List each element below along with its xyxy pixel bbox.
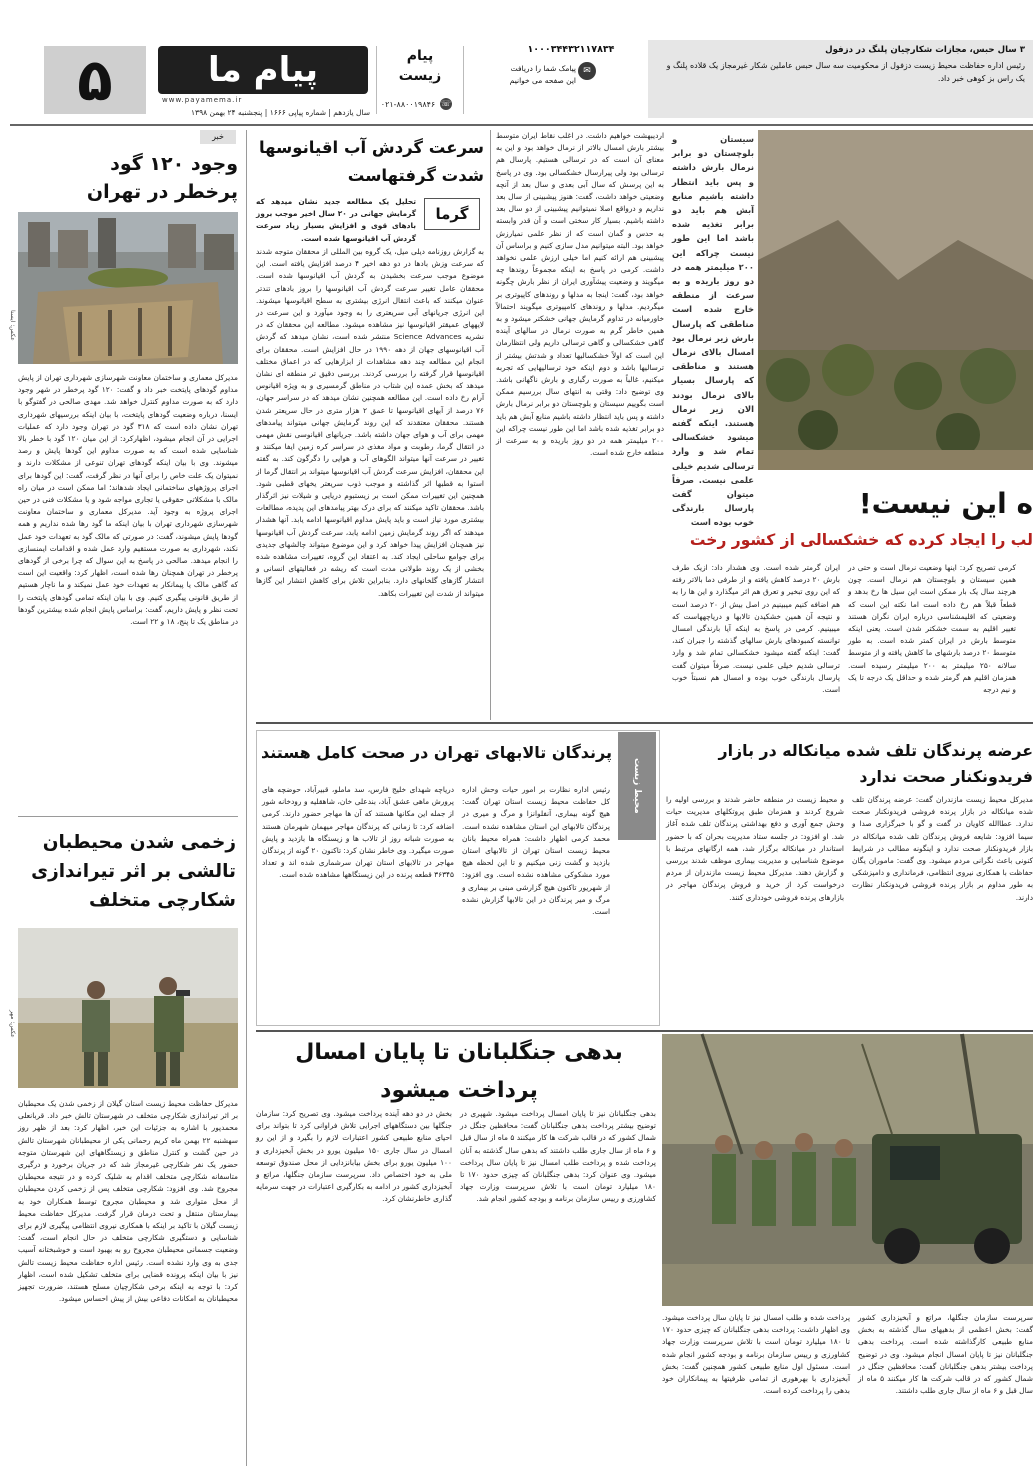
top-news-body: رئیس اداره حفاظت محیط زیست دزفول از محکومیت سه سال حبس عاملین شکار غیرمجاز یک قلاده پلنگ و یک راس بز کوهی خبر داد. xyxy=(666,61,1025,83)
dry-mountain-image xyxy=(758,130,1033,470)
drought-headline: ه این نیست! xyxy=(858,487,1033,520)
left-divider xyxy=(18,816,238,817)
phone-number: ۰۲۱-۸۸۰۰۱۹۸۴۶ xyxy=(380,100,436,109)
forest-photo xyxy=(662,1034,1033,1306)
wetlands-col1: رئیس اداره نظارت بر امور حیات وحش اداره کل حفاظت محیط زیست استان تهران گفت: هیچ گونه بیماری، آنفلوانزا و مرگ و میری در پرندگان تالابهای این استان مشاهده نشده است. محمد کرمی اظهار داشت: همراه محیط بانان محیط زیست استان تهران از تالابهای استان بازدید و گشت زنی میکنیم و تا این لحظه هیچ مورد مشکوکی مشاهده نشده است. وی افزود: از شهریور تاکنون هیچ گزارشی مبنی بر بیماری و مرگ و میر پرندگان در این تالابها گزارش نشده است. xyxy=(462,785,610,917)
article2-photo-credit: عکس: مهر xyxy=(9,1010,16,1038)
currents-body: به گزارش روزنامه دیلی میل، یک گروه بین المللی از محققان متوجه شدند که سرعت وزش بادها در دو دهه اخیر ۴ درصد افزایش یافته است. این موضوع موجب سرعت بخشیدن به گردش آب اقیانوسها شده است. محققان عامل تغییر سرعت گردش آب اقیانوسها را بروز بادهای تندتر عنوان میکنند که باعث انتقال انرژی بیشتری به سطح اقیانوسها میشوند. این انرژی جریانهای آبی سریعتری را به وجود میآورد و این سرعت در لایههای عمیقتر اقیانوسها نیز مشاهده میشود. مطالعه این محققان که در نشریه Science Advances منتشر شده است، نشان میدهد که گردش آب اقیانوسهای جهان از دهه ۱۹۹۰ در حال افزایش است. محققان برای انجام این مطالعه چند دهه مشاهدات از ابزارهایی که در اعماق مختلف اقیانوسها قرار گرفته را بررسی کردند. بررسی دقیق تر منطقه ای نشان میدهد که بخش عمده این شتاب در مناطق گرمسیری و به ویژه اقیانوس آرام رخ داده است. این مطالعه همچنین نشان میدهد که در سراسر جهان، ۷۶ درصد از آبهای اقیانوسها تا عمق ۲ هزار متری در حال سریعتر شدن هستند. محققان معتقدند که این روند گرمایش جهانی میتواند پیامدهای مهمی برای آب و هوای جهان داشته باشد. جریانهای اقیانوسی نقش مهمی در انتقال گرما، رطوبت و مواد مغذی در سراسر کره زمین ایفا میکنند و تغییر در سرعت آنها میتواند الگوهای آب و هوایی را دگرگون کند. به گفته این محققان، افزایش سرعت گردش آب اقیانوسها میتواند بر انتقال گرما از استوا به قطبها اثر گذاشته و موجب ذوب سریعتر یخهای قطبی شود. همچنین این تغییرات ممکن است بر زیستبوم دریایی و شیلات نیز اثرگذار باشد. محققان تاکید میکنند که برای درک بهتر پیامدهای این پدیده، مطالعات بیشتری مورد نیاز است و باید پایش مداوم اقیانوسها ادامه یابد. آنها هشدار میدهند که اگر روند گرمایش زمین ادامه یابد، سرعت گردش آب اقیانوسها نیز همچنان افزایش پیدا خواهد کرد و این موضوع میتواند چالشهای جدیدی برای جوامع ساحلی ایجاد کند. به اعتقاد این گروه، تغییرات مشاهده شده بخشی از یک روند طولانی مدت است که ریشه در فعالیتهای انسانی و انتشار گازهای گلخانهای دارد. بنابراین تلاش برای کاهش انتشار این گازها میتواند از شدت این تغییرات بکاهد. xyxy=(256,247,485,598)
wetlands-section-tag-label: محیط زیست xyxy=(632,758,642,814)
wetlands-title: پرندگان تالابهای تهران در صحت کامل هستند xyxy=(261,743,612,762)
drought-col1: اردیبهشت خواهیم داشت. در اغلب نقاط ایران متوسط بیشتر بارش امسال بالاتر از نرمال خواهد بود و این به معنای آن است که در ترسالی هستیم. پارسال هم ترسالی بود ولی پیرارسال خشکسالی بود. وی در پاسخ به این پرسش که سال آبی بعدی و سال بعد از آنچه وضعیتی خواهد داشت، گفت: هنوز پیشبینی از سال بعد نداریم و درواقع اصلا نمیتوانیم پیشبینی از دو سال بعد داشته باشیم. بسیار کار سختی است و آن قدر وابسته به حدس و گمان است که از نظر علمی نمیارزش خواهد بود. البته میتوانیم مدل سازی کنیم و براساس آن پیشبینی هم ارائه کنیم اما خیلی ارزش علمی نخواهد داشت. کرمی در پاسخ به اینکه مجموعاً روندها چه میگویند و وضعیت پیشآوری ایران از نظر بارش چگونه خواهد بود، گفت: اینجا به مدلها و روندهای کاپیوتری بر میگردیم. مدلها و روندهای کامپیوتری میگویند احتمالاً خاورمیانه در تداوم گرمایش جهانی خشکتر میشود و به همین خاطر گرم به صورت نرمال در سالهای آینده گاهی خشکسالی و گاهی ترسالی داریم ولی انتظارمان این است که اولاً خشکسالیها تعداد و شدتش بیشتر از ترسالیها باشد و دوم اینکه خود ترسالیهایی که تجربه میکنیم، غالباً به صورت رگباری و بارش ناگهانی باشد. وی توضیح داد: وقتی به انتهای سال بررسیم ممکن است بگوییم سیستان و بلوچستان دو برابر نرمال بارش داشته و پس باید انتظار داشته باشیم منابع آبش هم باید دو برابر تغذیه شده باشد اما این طور نیست چراکه این ۲۰۰ میلیمتر همه در دو روز باریده و به سرعت از منطقه خارج شده است. xyxy=(496,131,664,458)
wetlands-col2: دریاچه شهدای خلیج فارس، سد ماملو، قبیرآباد، حوضچه های پرورش ماهی عشق آباد، بندعلی خان، شاهقلیه و رودخانه شور از جمله این مکانها هستند که آن ها مهاجر حضور دارند. کرمی اضافه کرد: تا زمانی که پرندگان مهاجر میهمان شهرمان هستند به صورت شبانه روز از تالاب ها و زیستگاه ها بازدید و پایش صورت میگیرد. وی خاطر نشان کرد: تاکنون ۲۰ گونه از پرندگان مهاجر در تالابهای استان تهران سرشماری شده اند و تعداد ۳۶۳۴۵ قطعه پرنده در این زیستگاهها مشاهده شده است. xyxy=(262,785,454,880)
construction-pit-image xyxy=(18,212,238,364)
page-number-box xyxy=(44,46,146,114)
article1-title: وجود ۱۲۰ گود پرخطر در تهران xyxy=(86,153,238,203)
sms-icon: ✉ xyxy=(578,62,596,80)
website: www.payamema.ir xyxy=(162,96,243,104)
forest-col4: سرپرست سازمان جنگلها، مراتع و آبخیزداری کشور گفت: بخش اعظمی از بدهیهای سال گذشته به بخش منابع طبیعی کارگذاشته شده است. پرداخت بدهی جنگلبانان نیز تا پایان امسال انجام میشود. وی در توضیح پرداخت بیشتر بدهی جنگلبانان گفت: محافظین جنگل در شمال کشور که در قالب شرکت ها کار میکنند ۵ ماه از سال قبل و ۶ ماه از سال جاری طلب داشتند. xyxy=(858,1313,1033,1396)
top-news-box xyxy=(648,40,1033,118)
logo-text: پیام ما xyxy=(208,50,318,90)
section-title-line1: پیام xyxy=(406,48,434,64)
forest-col1: بدهی جنگلبانان نیز تا پایان امسال پرداخت میشود. شهپری در توضیح بیشتر پرداخت بدهی جنگلبانان گفت: محافظین جنگل در شمال کشور که در قالب شرکت ها کار میکنند ۵ ماه از سال قبل و ۶ ماه از سال جاری طلب داشتند که بدهی سال گذشته به آنان پرداخت شده و پرداخت طلب امسال نیز تا پایان سال پرداخت میشود. وی عنوان کرد: بدهی جنگلبانان که چیزی حدود ۱۷۰ تا ۱۸۰ میلیارد تومان است با تلاش سرپرست وزارت جهاد کشاورزی و رییس سازمان برنامه و بودجه کشور انجام شد. xyxy=(460,1109,657,1204)
article2-body: مدیرکل حفاظت محیط زیست استان گیلان از زخمی شدن یک محیطبان بر اثر تیراندازی شکارچی متخلف در شهرستان تالش خبر داد. قربانعلی محمدپور با اشاره به جزئیات این خبر، اظهار کرد: بعد از ظهر روز سهشنبه ۲۲ بهمن ماه کریم رحمانی یکی از محیطبانان شهرستان تالش در حین گشت و کنترل مناطق و زیستگاههای این شهرستان متوجه حضور یک نفر شکارچی غیرمجاز شد که در جریان برخورد و درگیری متاسفانه شکارچی متخلف اقدام به شلیک کرده و در نتیجه محیطبان مجروح شد. وی افزود: شکارچی متخلف پس از زخمی کردن محیطبان از محل متواری شد و محیطبان مجروح توسط همکاران خود به بیمارستان منتقل و تحت درمان قرار گرفت. مدیرکل حفاظت محیط زیست گیلان با تاکید بر اینکه با همکاری نیروی انتظامی پیگیری لازم برای شناسایی و دستگیری شکارچی متخلف در حال انجام است، گفت: وضعیت جسمانی محیطبان مجروح رو به بهبود است و خوشبختانه آسیب جدی به وی وارد نشده است. رئیس اداره حفاظت محیط زیست تالش نیز با بیان اینکه پرونده قضایی برای متخلف تشکیل شده است، اظهار کرد: با توجه به اینکه برخی شکارچیان مسلح هستند، ضرورت تجهیز محیطبانان به امکانات دفاعی بیش از پیش احساس میشود. xyxy=(18,1099,238,1304)
page-number: ۵ xyxy=(77,46,113,114)
currents-badge: گرما xyxy=(424,198,480,230)
drought-photo xyxy=(758,130,1033,470)
article2-title: زخمی شدن محیطبان تالشی بر اثر تیراندازی شکارچی متخلف xyxy=(31,832,236,911)
masthead xyxy=(0,0,1033,126)
rangers-image xyxy=(18,928,238,1088)
middle-divider xyxy=(256,722,1033,724)
sms-label: پیامک شما را دریافت xyxy=(510,64,576,73)
drought-col-a: ایران گرمتر شده است. وی هشدار داد: ازیک طرف بارش ۲۰ درصد کاهش یافته و از طرفی دما بالاتر رفته که این روی تبخیر و تعرق هم اثر میگذارد و این ها را به هم اضافه کنیم میبینیم در اصل بیش از ۲۰ درصد است و نتیجه آن همین خشکیدن تالابها و دریاچههاست که میبینیم. کرمی در پاسخ به اینکه آیا بارندگی امسال توانسته کمبودهای بارش سالهای گذشته را جبران کند، گفت: اینکه گفته میشود خشکسالی تمام شد و وارد ترسالی شدیم خیلی علمی نیست. صرفاً میتوان گفت پارسال بارندگی خوب بوده و امسال هم نسبتاً خوب است. xyxy=(672,563,841,695)
article2-photo xyxy=(18,928,238,1088)
article1-photo xyxy=(18,212,238,364)
sms-label-2: این صفحه می خوانیم xyxy=(509,76,576,85)
wetlands-section-tag xyxy=(618,732,656,840)
currents-title: سرعت گردش آب اقیانوسها شدت گرفتهاست xyxy=(258,138,484,185)
currents-lead: تحلیل یک مطالعه جدید نشان میدهد که گرمایش جهانی در ۲۰ سال اخیر موجب بروز بادهای قوی و افزایش بسیار زیاد سرعت گردش آب اقیانوسها شده است. xyxy=(256,197,417,243)
fereydunkenar-col2: و محیط زیست در منطقه حاضر شدند و بررسی اولیه را شروع کردند و همزمان طبق پروتکلهای مدیریت حیات وحش جمع آوری و دفع بهداشتی پرندگان تلف شده آغاز شد. او افزود: در جلسه ستاد مدیریت بحران که با حضور استاندار در میانکاله برگزار شد، همه ارگانهای مرتبط با موضوع شناسایی و مدیریت بیماری موظف شدند بررسی و گزارش دهند. مدیرکل محیط زیست مازندران از مردم درخواست کرد از خرید و فروش پرندگان مهاجر در بازارهای پرنده فروشی خودداری کنند. xyxy=(666,795,844,902)
article1-body: مدیرکل معماری و ساختمان معاونت شهرسازی شهرداری تهران از پایش مداوم گودهای پایتخت خبر داد و گفت: ۱۲۰ گود پرخطر در شهر وجود دارد که به صورت مداوم کنترل خواهد شد. مهدی صالحی در گفتوگو با ایسنا، درباره وضعیت گودهای پایتخت، با بیان اینکه بررسیهای شهرداری تهران نشان داده است که ۳۱۸ گود در تهران وجود دارد که عملیات اجرایی در آن انجام میشود، اظهارکرد: از این میان ۱۲۰ گود با خطر بالا شناسایی شده است که به صورت مداوم این گودها پایش و رصد میشوند. وی با بیان اینکه گودهای تهران تنوعی از مشکلات دارند و نمیتوان یک علت خاص را برای آنها در نظر گرفت، گفت: این گودها برای اجرای پروژههای ساختمانی ایجاد شدهاند؛ اما ممکن است در میان راه مالک با مشکلاتی حقوقی یا تجاری مواجه شود و یا مشکلات فنی در حین اجرای پروژه به وجود آید. مدیرکل معماری و ساختمان معاونت شهرسازی شهرداری تهران با بیان اینکه ما گود رها شده نداریم و همه گودها پایش میشوند، گفت: در صورتی که مالک گود به تعهدات خود عمل نکند، شهرداری به صورت مستقیم وارد عمل شده و اقدامات ایمنسازی را انجام میدهد. صالحی در پاسخ به این سوال که چرا برخی از گودهای پرخطر در تهران همچنان رها شده است، اظهار کرد: واقعیت این است که گاهی مالک یا پیمانکار به تعهدات خود عمل نمیکند و ما ناچار هستیم از طریق قانونی پیگیری کنیم. وی با بیان اینکه تمامی گودهای پایتخت را تحت نظر و پایش داریم، گفت: براساس پایش انجام شده بیشترین گودها در مناطق یک تا پنج، ۱۸ و ۲۲ است. xyxy=(18,373,238,627)
drought-col-b: کرمی تصریح کرد: اینها وضعیت نرمال است و حتی در همین سیستان و بلوچستان هم نرمال است. چون هرچند سال یک بار ممکن است این سیل ها رخ بدهد و قطعاً قبلاً هم رخ داده است اما نکته این است که وضعیتی که اقلیمشناسی درباره ایران نگران هستند تغییر اقلیم به سمت خشکتر شدن است. یعنی اینکه متوسط بارش در ایران کمتر شده است. به طور متوسط ۲۰ درصد بارشهای ما کاهش یافته و از متوسط سالانه ۲۵۰ میلیمتر به ۲۰۰ میلیمتر رسیده است. همزمان اقلیم هم گرمتر شده و حداقل یک درجه تا یک و نیم درجه xyxy=(848,563,1017,695)
left-column-tag: خبر xyxy=(200,130,236,144)
forest-rangers-image xyxy=(662,1034,1033,1306)
drought-subhead: لب را ایجاد کرده که خشکسالی از کشور رخت xyxy=(689,531,1033,549)
masthead-rule xyxy=(10,124,1033,126)
section-title-line2: زیست xyxy=(398,68,442,84)
sms-box xyxy=(500,44,642,116)
sms-number: ۱۰۰۰۳۴۴۳۲۱۱۷۸۳۴ xyxy=(527,44,615,55)
logo xyxy=(158,46,368,94)
lower-divider xyxy=(256,1030,1033,1032)
phone-icon: ☏ xyxy=(440,99,451,108)
top-news-title: ۳ سال حبس، مجازات شکارچیان پلنگ در دزفول xyxy=(825,45,1025,55)
drought-pull-quote: سیستان و بلوچستان دو برابر نرمال بارش داشته و پس باید انتظار داشته باشیم منابع آبش هم باید دو برابر تغذیه شده باشد اما این طور نیست چراکه این ۲۰۰ میلیمتر همه در دو روز باریده و به سرعت از منطقه خارج شده است مناطقی که پارسال بارش زیر نرمال بود امسال بالای نرمال هستند و مناطقی که پارسال بسیار بالای نرمال بودند الان زیر نرمال هستند. اینکه گفته میشود خشکسالی تمام شد و وارد ترسالی شدیم خیلی علمی نیست. صرفاً میتوان گفت پارسال بارندگی خوب بوده است xyxy=(672,134,754,528)
left-column-rule xyxy=(246,130,247,1466)
fereydunkenar-title: عرضه پرندگان تلف شده میانکاله در بازار فریدونکنار صحت ندارد xyxy=(718,741,1033,786)
issue-info: سال یازدهم | شماره پیاپی ۱۶۶۶ | پنجشنبه ۲۴ بهمن ۱۳۹۸ xyxy=(191,108,370,117)
forest-col3: پرداخت شده و طلب امسال نیز تا پایان سال پرداخت میشود. وی اظهار داشت: پرداخت بدهی جنگلبانان که چیزی حدود ۱۷۰ تا ۱۸۰ میلیارد تومان است با تلاش سرپرست وزارت جهاد کشاورزی و رییس سازمان برنامه و بودجه کشور انجام شده است. مسئول اول منابع طبیعی کشور همچنین گفت: بخش آبخیزداری با بهرهوری از تمامی ظرفیتها به پیمانکاران خود بدهی را پرداخت کرده است. xyxy=(662,1313,850,1396)
article1-photo-credit: عکس: ایسنا xyxy=(9,310,16,341)
forest-title: بدهی جنگلبانان تا پایان امسال پرداخت میشود xyxy=(295,1040,623,1103)
forest-col2: بخش در دو دهه آینده پرداخت میشود. وی تصریح کرد: سازمان جنگلها بین دستگاههای اجرایی تلاش فراوانی کرد تا بتواند برای احیای منابع طبیعی کشور اعتبارات لازم را بگیرد و از این رو امسال در سال جاری ۱۵۰ میلیون یورو در بخش آبخیزداری و ۱۰۰ میلیون یورو برای بخش بیابانزدایی از محل صندوق توسعه ملی به خود اختصاص داد. سرپرست سازمان جنگلها، مراتع و آبخیزداری کشور در ادامه به بکارگیری اعتبارات در جهت سرمایه گذاری خاطرنشان کرد. xyxy=(256,1109,452,1204)
currents-rule xyxy=(490,130,491,720)
drought-edge-text xyxy=(1020,562,1033,720)
fereydunkenar-col1: مدیرکل محیط زیست مازندران گفت: عرضه پرندگان تلف شده میانکاله در بازار پرنده فروشی فریدونکنار صحت ندارد. عطاالله کاویان در گفت و گو با خبرگزاری صدا و سیما افزود: شایعه فروش پرندگان تلف شده میانکاله در بازار فریدونکنار صحت ندارد و اینگونه مطالب در شرایط کنونی باعث نگرانی مردم میشود. وی گفت: ماموران یگان حفاظت با همکاری نیروی انتظامی، فرمانداری و دامپزشکی به طور مداوم بر بازار پرنده فروشی فریدونکنار نظارت دارند. xyxy=(852,795,1033,902)
